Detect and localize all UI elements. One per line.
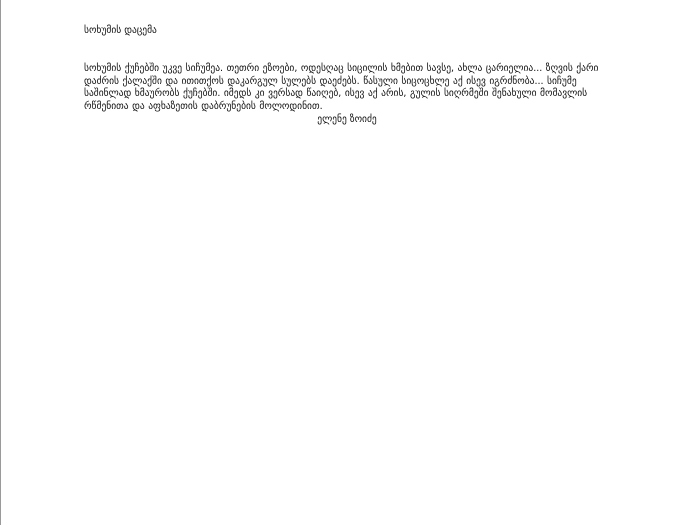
page-left-border bbox=[0, 0, 1, 525]
document-body-paragraph: სოხუმის ქუჩებში უკვე სიჩუმეა. თეთრი ეზოები, ოდესღაც სიცილის ხმებით სავსე, ახლა ცარიელია... ზღვის ქარი დაძრის ქალაქში და ითითქოს დაკარგულ სულებს დაეძებს. წასული სიცოცხლე აქ ისევ იგრძნობა... სიჩუმე საშინლად ხმაურობს ქუჩებში. იმედს კი ვერსად წაიღებ, ისევ აქ არის, გულის სიღრმეში შენახული მომავლის რწმენითა და აფხაზეთის დაბრუნების მოლოდინით. bbox=[84, 63, 599, 112]
document-title: სოხუმის დაცემა bbox=[84, 25, 157, 36]
document-page bbox=[84, 24, 624, 126]
document-signature: ელენე ზოიძე bbox=[317, 114, 377, 126]
